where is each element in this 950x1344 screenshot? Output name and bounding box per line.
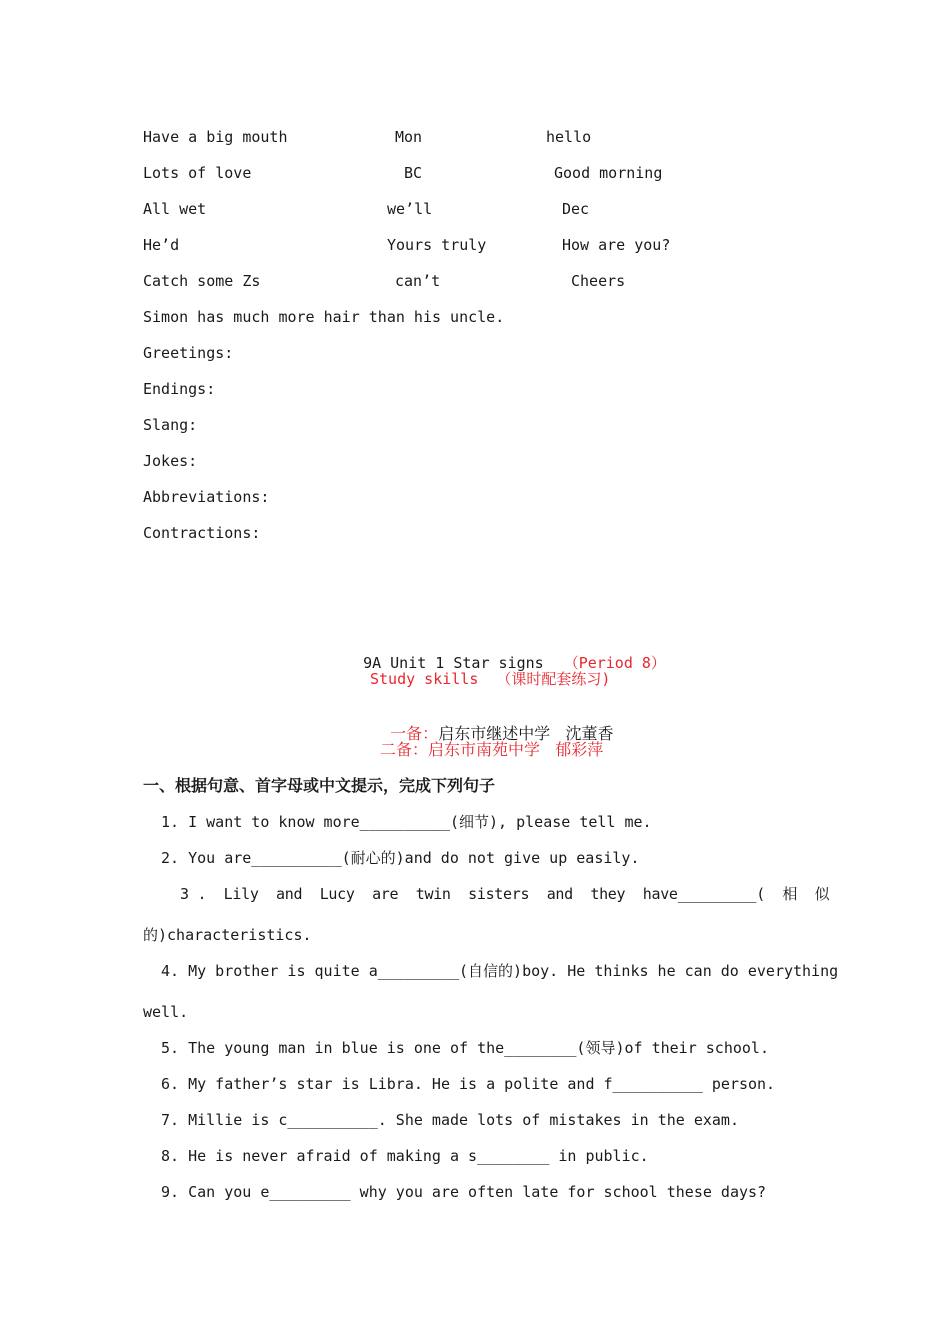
grid-cell: BC bbox=[404, 164, 423, 182]
example-sentence: Simon has much more hair than his uncle. bbox=[143, 308, 505, 326]
grid-cell: Lots of love bbox=[143, 164, 252, 182]
grid-cell: Mon bbox=[395, 128, 423, 146]
exercise-item: 9. Can you e_________ why you are often late for school these days? bbox=[161, 1183, 767, 1201]
section-heading: 一、根据句意、首字母或中文提示，完成下列句子 bbox=[143, 776, 496, 795]
grid-cell: can’t bbox=[395, 272, 441, 290]
lesson-subtitle: Study skills （课时配套练习) bbox=[370, 670, 611, 688]
grid-cell: we’ll bbox=[387, 200, 433, 218]
exercise-item: 2. You are__________(耐心的)and do not give up easily. bbox=[161, 849, 640, 867]
category-label: Endings: bbox=[143, 380, 216, 398]
category-label: Contractions: bbox=[143, 524, 261, 542]
grid-cell: Yours truly bbox=[387, 236, 487, 254]
lesson-period: （Period 8） bbox=[563, 654, 666, 672]
grid-cell: All wet bbox=[143, 200, 207, 218]
grid-cell: Cheers bbox=[571, 272, 626, 290]
exercise-item: 7. Millie is c__________. She made lots of mistakes in the exam. bbox=[161, 1111, 739, 1129]
exercise-item: 8. He is never afraid of making a s________ in public. bbox=[161, 1147, 649, 1165]
exercise-item: 4. My brother is quite a_________(自信的)boy. He thinks he can do everything bbox=[161, 962, 839, 980]
grid-cell: How are you? bbox=[562, 236, 671, 254]
lesson-title bbox=[345, 633, 666, 673]
grid-cell: He’d bbox=[143, 236, 180, 254]
exercise-item: 1. I want to know more__________(细节), please tell me. bbox=[161, 813, 652, 831]
grid-cell: Dec bbox=[562, 200, 590, 218]
prep1-value: 启东市继述中学 沈董香 bbox=[438, 724, 614, 743]
prep-line-2: 二备：启东市南苑中学 郁彩萍 bbox=[380, 740, 604, 759]
exercise-item-cont: 的)characteristics. bbox=[143, 926, 312, 944]
exercise-item: 6. My father’s star is Libra. He is a polite and f__________ person. bbox=[161, 1075, 776, 1093]
exercise-item: 5. The young man in blue is one of the________(领导)of their school. bbox=[161, 1039, 769, 1057]
prep-line-1 bbox=[380, 704, 613, 744]
category-label: Jokes: bbox=[143, 452, 198, 470]
category-label: Abbreviations: bbox=[143, 488, 270, 506]
exercise-item: 3 . Lily and Lucy are twin sisters and they have_________( 相 似 bbox=[180, 885, 830, 903]
grid-cell: hello bbox=[546, 128, 592, 146]
grid-cell: Have a big mouth bbox=[143, 128, 288, 146]
exercise-item-cont: well. bbox=[143, 1003, 189, 1021]
category-label: Greetings: bbox=[143, 344, 234, 362]
grid-cell: Good morning bbox=[554, 164, 663, 182]
grid-cell: Catch some Zs bbox=[143, 272, 261, 290]
category-label: Slang: bbox=[143, 416, 198, 434]
lesson-title-text: 9A Unit 1 Star signs bbox=[363, 654, 544, 672]
prep1-label: 一备： bbox=[390, 724, 439, 743]
